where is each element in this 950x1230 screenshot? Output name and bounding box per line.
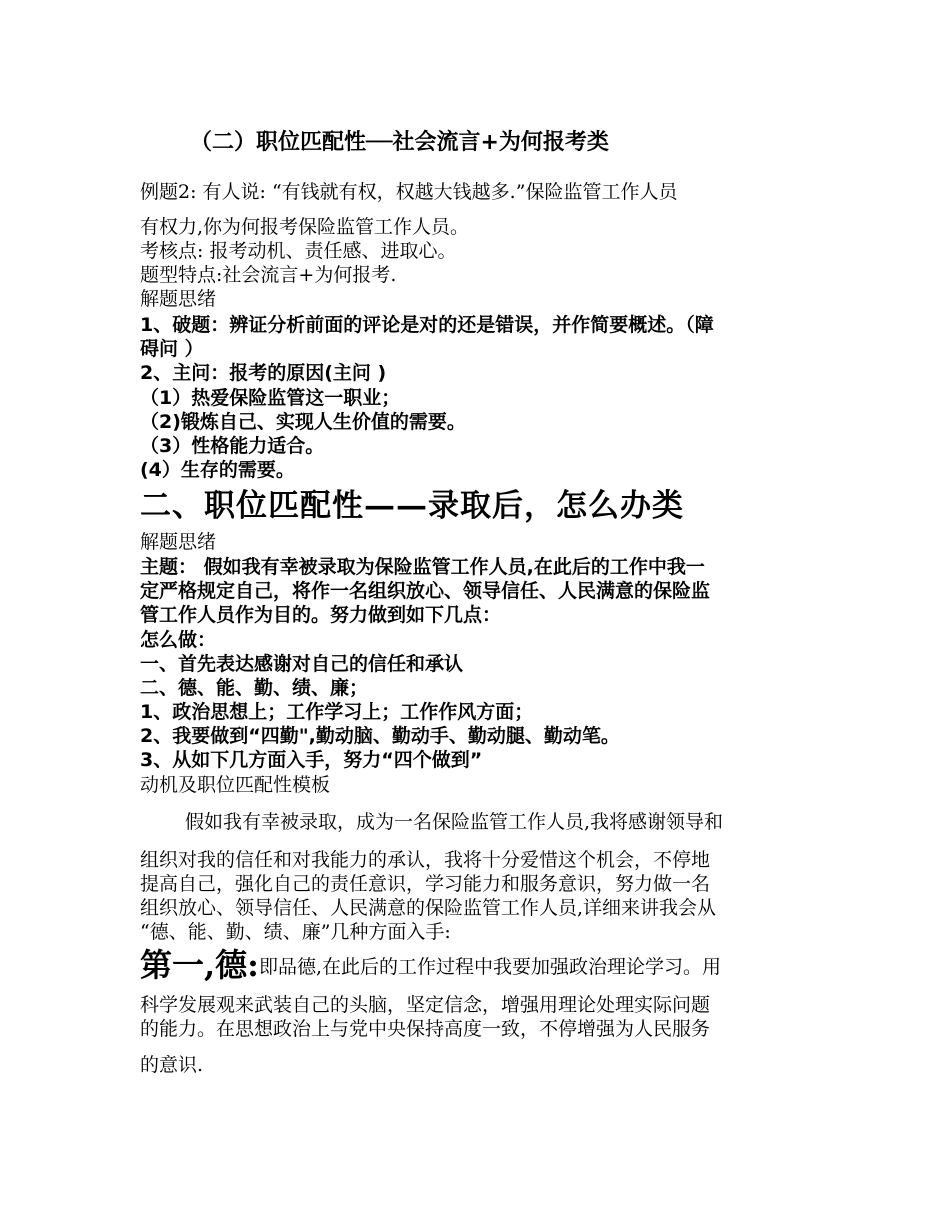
theme-line-2: 定严格规定自己，将作一名组织放心、领导信任、人民满意的保险监 (140, 580, 711, 602)
reason-2: （2)锻炼自己、实现人生价值的需要。 (140, 411, 466, 433)
reason-4: (4）生存的需要。 (140, 459, 295, 481)
example-line-1: 例题2: 有人说: “有钱就有权，权越大钱越多.”保险监管工作人员 (140, 181, 678, 203)
how-item-1: 一、首先表达感谢对自己的信任和承认 (140, 653, 464, 675)
para2-lead: 第一,德: (140, 946, 259, 984)
idea-heading-2: 解题思绪 (140, 531, 217, 553)
step2: 2、主问：报考的原因(主问 ) (140, 362, 387, 384)
para1-line-3: 提高自己，强化自己的责任意识，学习能力和服务意识，努力做一名 (140, 873, 711, 895)
para2-line-2: 科学发展观来武装自己的头脑，坚定信念，增强用理论处理实际问题 (140, 994, 711, 1016)
para1-line-4: 组织放心、领导信任、人民满意的保险监管工作人员,详细来讲我会从 (140, 897, 717, 919)
para2-line-1-rest: 即品德,在此后的工作过程中我要加强政治理论学习。用 (258, 956, 722, 978)
template-heading: 动机及职位匹配性模板 (140, 774, 331, 796)
step1-line-2: 碍问 ） (140, 338, 204, 360)
section-2-heading: 二、职位匹配性——录取后，怎么办类 (140, 488, 684, 524)
theme-line-3: 管工作人员作为目的。努力做到如下几点： (140, 604, 502, 626)
para1-line-5: “德、能、勤、绩、廉”几种方面入手: (140, 921, 451, 943)
para2-line-1 (140, 946, 722, 984)
example-line-2: 有权力,你为何报考保险监管工作人员。 (140, 216, 470, 238)
exam-points: 考核点: 报考动机、责任感、进取心。 (140, 240, 457, 262)
how-item-5: 3、从如下几方面入手，努力“四个做到” (140, 749, 483, 771)
how-item-2: 二、德、能、勤、绩、廉； (140, 677, 369, 699)
idea-heading-1: 解题思绪 (140, 288, 217, 310)
how-heading: 怎么做： (140, 629, 217, 651)
reason-3: （3）性格能力适合。 (140, 435, 325, 457)
step1-line-1: 1、破题：辨证分析前面的评论是对的还是错误，并作简要概述。（障 (140, 314, 714, 336)
reason-1: （1）热爱保险监管这一职业； (140, 387, 401, 409)
how-item-4: 2、我要做到“四勤",勤动脑、勤动手、勤动腿、勤动笔。 (140, 725, 620, 747)
para1-line-2: 组织对我的信任和对我能力的承认，我将十分爱惜这个机会，不停地 (140, 849, 711, 871)
page-title: （二）职位匹配性──社会流言+为何报考类 (190, 130, 609, 155)
theme-line-1: 主题： 假如我有幸被录取为保险监管工作人员,在此后的工作中我一 (140, 556, 705, 578)
para2-line-4: 的意识. (140, 1054, 204, 1076)
para2-line-3: 的能力。在思想政治上与党中央保持高度一致，不停增强为人民服务 (140, 1018, 711, 1040)
how-item-3: 1、政治思想上；工作学习上；工作作风方面； (140, 701, 534, 723)
para1-line-1: 假如我有幸被录取，成为一名保险监管工作人员,我将感谢领导和 (185, 811, 724, 833)
question-type: 题型特点:社会流言+为何报考. (140, 264, 397, 286)
